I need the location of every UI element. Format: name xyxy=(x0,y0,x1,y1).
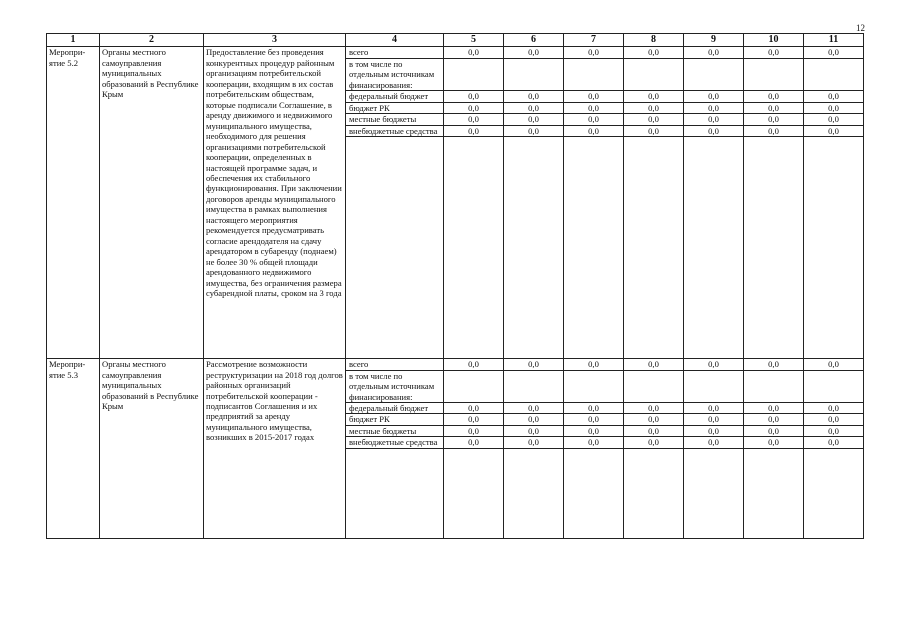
empty-cell xyxy=(444,137,504,359)
funding-source-label: федеральный бюджет xyxy=(346,91,444,102)
value-cell: 0,0 xyxy=(804,437,864,448)
value-cell: 0,0 xyxy=(804,425,864,436)
empty-cell xyxy=(346,137,444,359)
value-cell: 0,0 xyxy=(684,425,744,436)
table-row xyxy=(47,359,864,370)
value-cell: 0,0 xyxy=(684,403,744,414)
value-cell: 0,0 xyxy=(444,114,504,125)
value-cell xyxy=(804,370,864,402)
header-cell: 6 xyxy=(504,34,564,47)
value-cell: 0,0 xyxy=(444,437,504,448)
header-cell: 3 xyxy=(204,34,346,47)
value-cell: 0,0 xyxy=(744,47,804,58)
empty-cell xyxy=(346,448,444,538)
funding-source-label: местные бюджеты xyxy=(346,425,444,436)
empty-cell xyxy=(804,448,864,538)
value-cell: 0,0 xyxy=(444,414,504,425)
value-cell: 0,0 xyxy=(804,359,864,370)
value-cell: 0,0 xyxy=(564,403,624,414)
value-cell: 0,0 xyxy=(444,125,504,136)
funding-source-label: всего xyxy=(346,359,444,370)
funding-source-label: в том числе по отдельным источникам финансирования: xyxy=(346,58,444,90)
header-cell: 2 xyxy=(100,34,204,47)
value-cell: 0,0 xyxy=(504,125,564,136)
value-cell: 0,0 xyxy=(804,114,864,125)
funding-source-label: внебюджетные средства xyxy=(346,125,444,136)
empty-cell xyxy=(744,137,804,359)
value-cell: 0,0 xyxy=(504,414,564,425)
value-cell xyxy=(444,58,504,90)
value-cell: 0,0 xyxy=(684,437,744,448)
measure-id-cell xyxy=(47,359,100,539)
value-cell: 0,0 xyxy=(444,403,504,414)
value-cell: 0,0 xyxy=(564,91,624,102)
value-cell: 0,0 xyxy=(564,414,624,425)
value-cell xyxy=(504,58,564,90)
header-cell: 11 xyxy=(804,34,864,47)
value-cell: 0,0 xyxy=(504,102,564,113)
empty-cell xyxy=(564,448,624,538)
empty-cell xyxy=(804,137,864,359)
value-cell: 0,0 xyxy=(624,125,684,136)
empty-cell xyxy=(624,137,684,359)
value-cell: 0,0 xyxy=(744,414,804,425)
value-cell: 0,0 xyxy=(564,114,624,125)
value-cell: 0,0 xyxy=(624,47,684,58)
value-cell: 0,0 xyxy=(444,102,504,113)
measure-id-cell xyxy=(47,47,100,359)
value-cell: 0,0 xyxy=(564,47,624,58)
value-cell: 0,0 xyxy=(744,437,804,448)
header-row xyxy=(47,34,864,47)
header-cell: 4 xyxy=(346,34,444,47)
empty-cell xyxy=(744,448,804,538)
value-cell xyxy=(684,58,744,90)
header-cell: 7 xyxy=(564,34,624,47)
value-cell xyxy=(744,370,804,402)
value-cell xyxy=(444,370,504,402)
value-cell: 0,0 xyxy=(684,102,744,113)
empty-cell xyxy=(684,137,744,359)
value-cell: 0,0 xyxy=(504,114,564,125)
value-cell: 0,0 xyxy=(804,125,864,136)
value-cell xyxy=(564,370,624,402)
measure-id-line: Меропри- xyxy=(49,359,86,370)
value-cell xyxy=(624,370,684,402)
value-cell: 0,0 xyxy=(504,425,564,436)
value-cell: 0,0 xyxy=(504,403,564,414)
value-cell xyxy=(744,58,804,90)
empty-cell xyxy=(504,448,564,538)
value-cell: 0,0 xyxy=(504,47,564,58)
value-cell: 0,0 xyxy=(684,414,744,425)
value-cell: 0,0 xyxy=(504,359,564,370)
value-cell: 0,0 xyxy=(804,47,864,58)
value-cell xyxy=(684,370,744,402)
funding-source-label: в том числе по отдельным источникам финансирования: xyxy=(346,370,444,402)
value-cell: 0,0 xyxy=(564,437,624,448)
value-cell: 0,0 xyxy=(684,47,744,58)
table-body xyxy=(47,47,864,539)
value-cell: 0,0 xyxy=(444,359,504,370)
value-cell xyxy=(624,58,684,90)
funding-source-label: бюджет РК xyxy=(346,414,444,425)
value-cell: 0,0 xyxy=(624,437,684,448)
value-cell: 0,0 xyxy=(684,125,744,136)
measure-id-line: ятие 5.3 xyxy=(49,369,79,380)
header-cell: 8 xyxy=(624,34,684,47)
empty-cell xyxy=(624,448,684,538)
value-cell: 0,0 xyxy=(624,359,684,370)
header-cell: 5 xyxy=(444,34,504,47)
value-cell: 0,0 xyxy=(444,47,504,58)
value-cell: 0,0 xyxy=(744,125,804,136)
value-cell: 0,0 xyxy=(804,403,864,414)
header-cell: 1 xyxy=(47,34,100,47)
value-cell: 0,0 xyxy=(684,114,744,125)
value-cell: 0,0 xyxy=(744,359,804,370)
empty-cell xyxy=(444,448,504,538)
empty-cell xyxy=(564,137,624,359)
value-cell: 0,0 xyxy=(564,102,624,113)
value-cell: 0,0 xyxy=(504,91,564,102)
value-cell: 0,0 xyxy=(684,359,744,370)
value-cell: 0,0 xyxy=(444,91,504,102)
budget-table xyxy=(46,33,864,539)
value-cell: 0,0 xyxy=(624,425,684,436)
executor-cell: Органы местного самоуправления муниципальных образований в Республике Крым xyxy=(100,359,204,539)
value-cell: 0,0 xyxy=(744,403,804,414)
value-cell xyxy=(564,58,624,90)
header-cell: 10 xyxy=(744,34,804,47)
value-cell xyxy=(504,370,564,402)
header-cell: 9 xyxy=(684,34,744,47)
value-cell: 0,0 xyxy=(624,114,684,125)
empty-cell xyxy=(684,448,744,538)
funding-source-label: всего xyxy=(346,47,444,58)
measure-id-line: Меропри- xyxy=(49,47,86,58)
value-cell: 0,0 xyxy=(624,414,684,425)
value-cell: 0,0 xyxy=(744,425,804,436)
value-cell: 0,0 xyxy=(804,91,864,102)
measure-id-line: ятие 5.2 xyxy=(49,57,79,68)
value-cell: 0,0 xyxy=(504,437,564,448)
table-row xyxy=(47,47,864,58)
empty-cell xyxy=(504,137,564,359)
description-cell: Предоставление без проведения конкурентных процедур районным организациям потребительской кооперации, входящим в их состав потребительским обществам, которые подписали Соглашение, в аренду движимого и недвижимого муниципального имущества, необходимого для решения организациями потребительской кооперации, определенных в настоящей программе задач, и обеспечения их стабильного функционирования. При заключении договоров аренды муниципального имущества в рамках выполнения настоящего мероприятия рекомендуется предусматривать согласие арендодателя на сдачу арендатором в субаренду (поднаем) не более 30 % общей площади арендованного недвижимого имущества, без ограничения размера субарендной платы, сроком на 3 года xyxy=(204,47,346,359)
funding-source-label: внебюджетные средства xyxy=(346,437,444,448)
value-cell: 0,0 xyxy=(804,102,864,113)
funding-source-label: бюджет РК xyxy=(346,102,444,113)
value-cell: 0,0 xyxy=(564,425,624,436)
value-cell: 0,0 xyxy=(564,359,624,370)
executor-cell: Органы местного самоуправления муниципальных образований в Республике Крым xyxy=(100,47,204,359)
page-number: 12 xyxy=(856,23,865,33)
funding-source-label: местные бюджеты xyxy=(346,114,444,125)
value-cell xyxy=(804,58,864,90)
value-cell: 0,0 xyxy=(744,102,804,113)
value-cell: 0,0 xyxy=(684,91,744,102)
value-cell: 0,0 xyxy=(624,403,684,414)
value-cell: 0,0 xyxy=(444,425,504,436)
value-cell: 0,0 xyxy=(744,91,804,102)
funding-source-label: федеральный бюджет xyxy=(346,403,444,414)
value-cell: 0,0 xyxy=(564,125,624,136)
value-cell: 0,0 xyxy=(744,114,804,125)
value-cell: 0,0 xyxy=(624,91,684,102)
value-cell: 0,0 xyxy=(804,414,864,425)
value-cell: 0,0 xyxy=(624,102,684,113)
description-cell: Рассмотрение возможности реструктуризации на 2018 год долгов районных организаций потребительской кооперации - подписантов Соглашения и их предприятий за аренду муниципального имущества, возникших в 2015-2017 годах xyxy=(204,359,346,539)
